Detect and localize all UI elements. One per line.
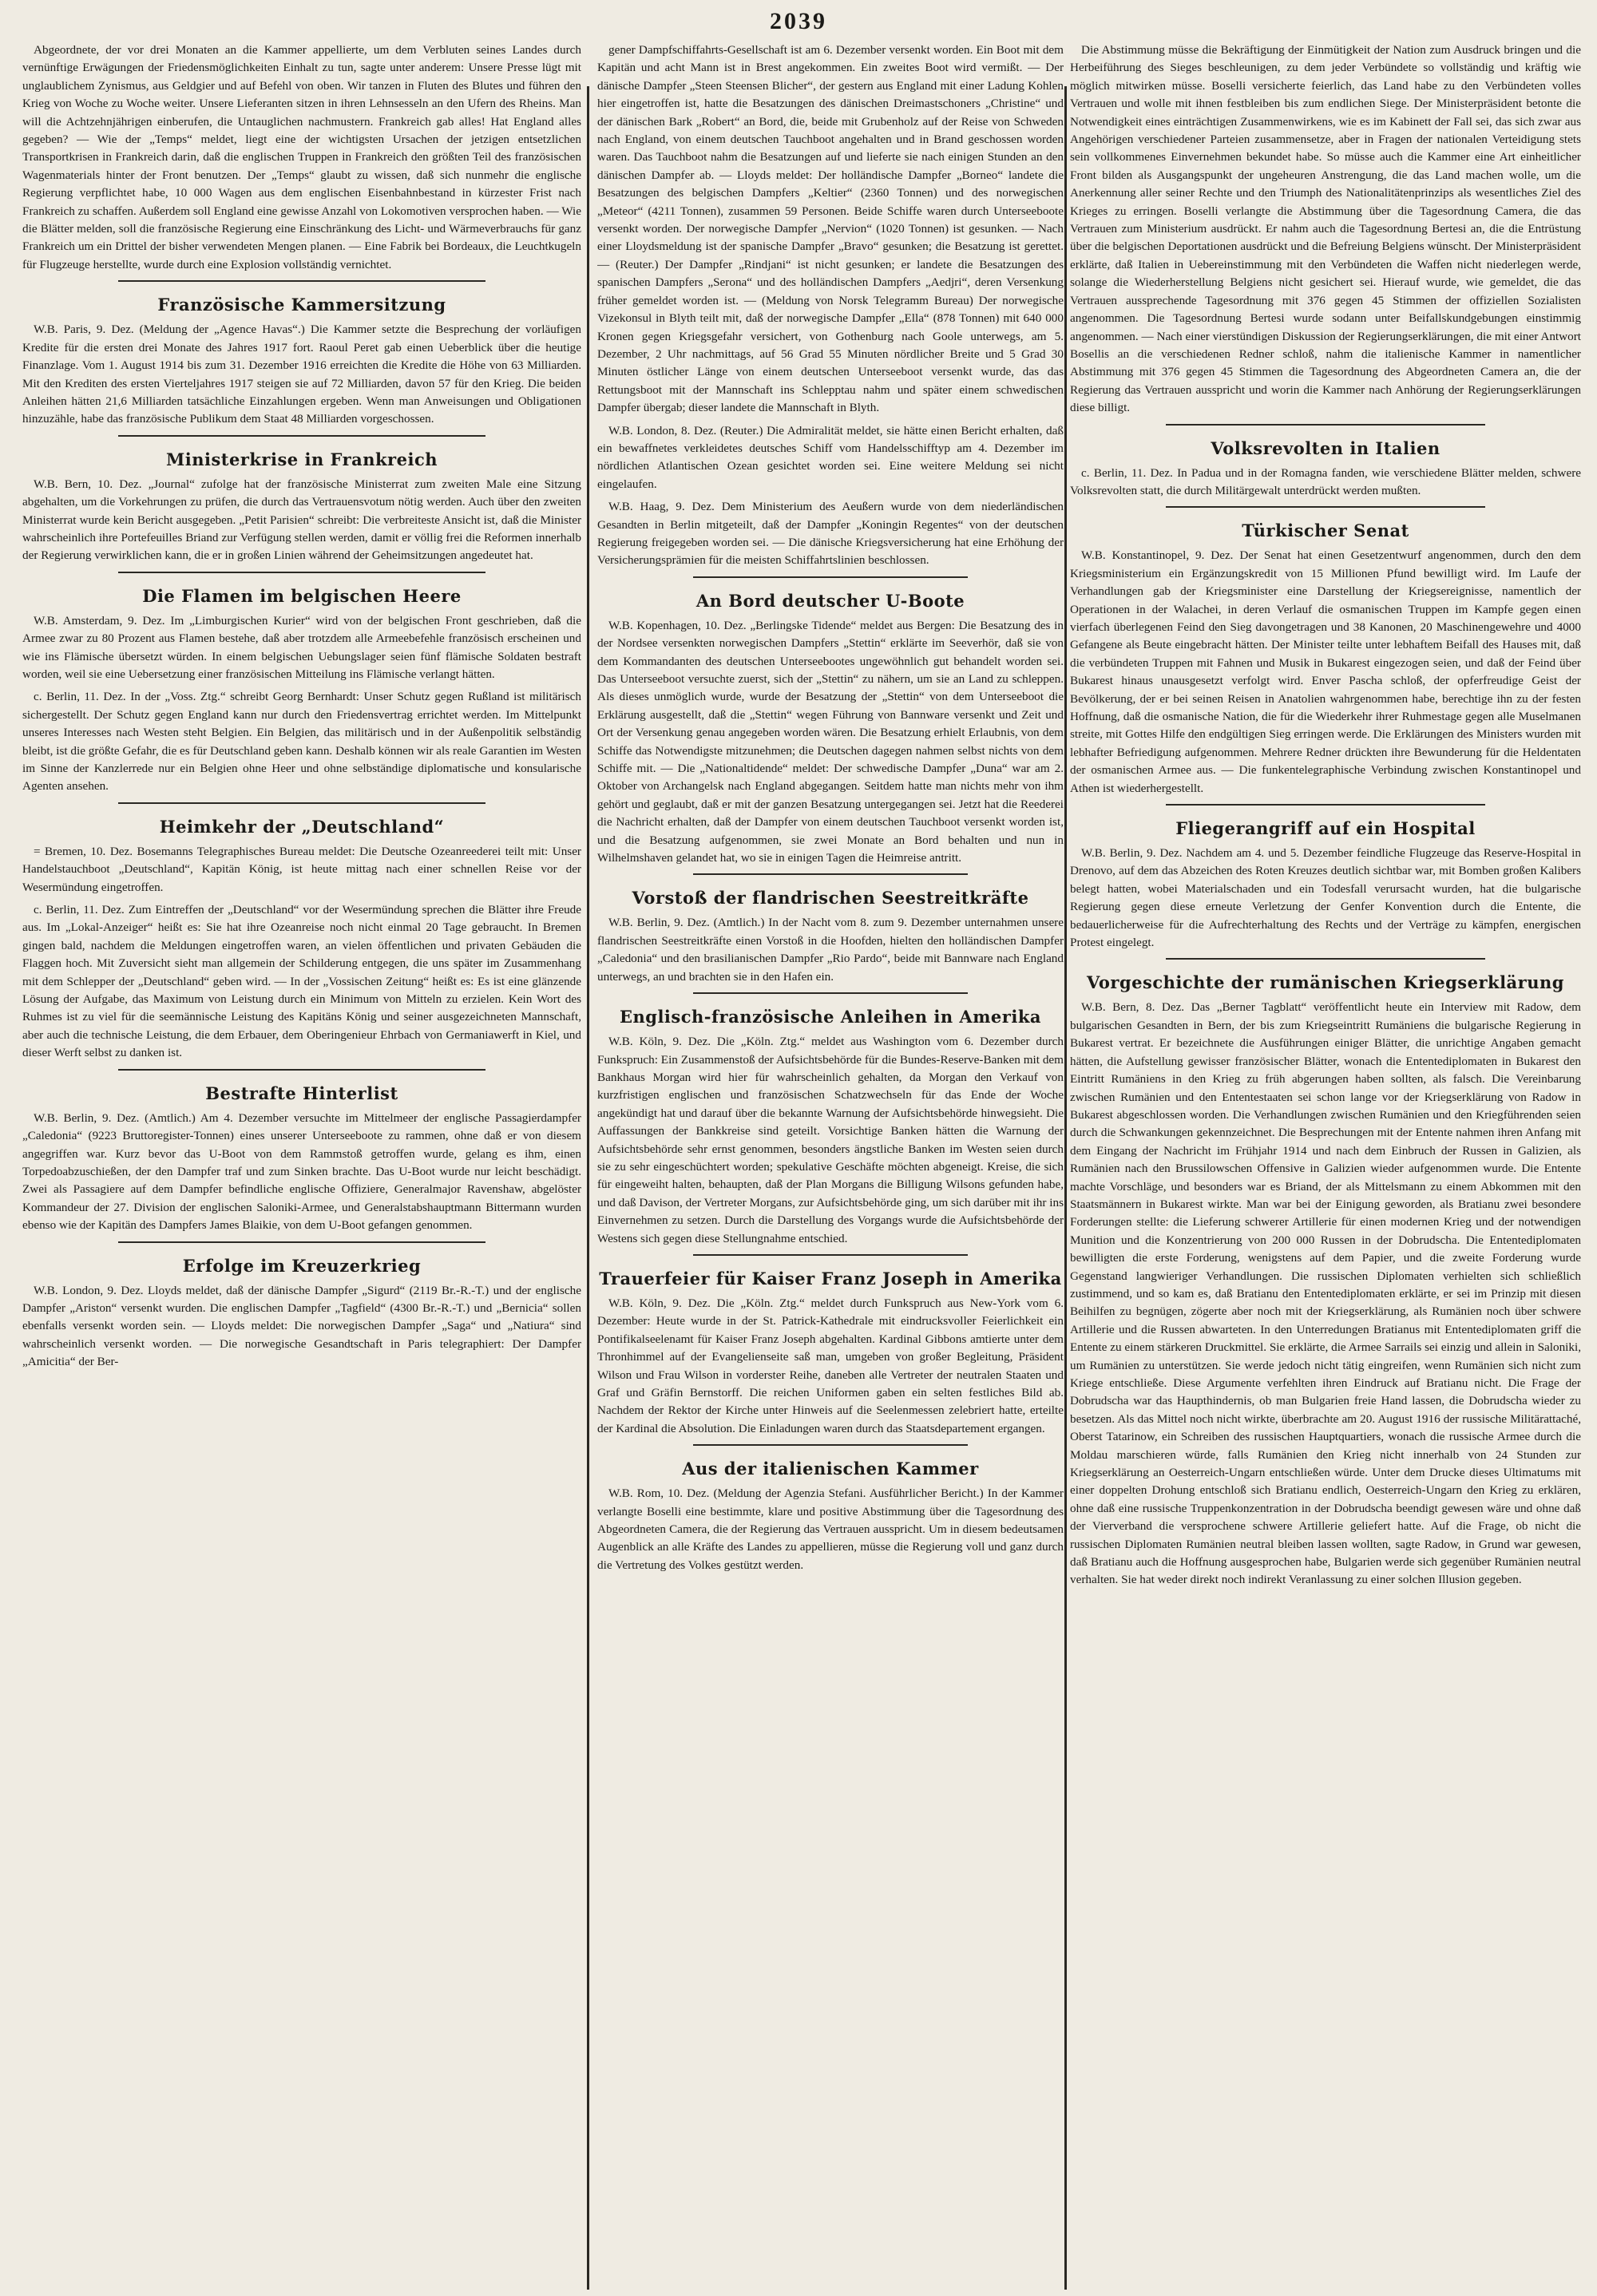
column-1 [22, 42, 581, 2285]
section-divider [118, 435, 485, 437]
article-paragraph: W.B. Amsterdam, 9. Dez. Im „Limburgischen Kurier“ wird von der belgischen Front geschrieben, daß die Armee zwar zu 80 Prozent aus Flamen bestehe, daß aber trotzdem alle Armeebefehle französisch erscheinen und wie ins Flämische übersetzt würden. In einem belgischen Uebungslager seien fünf flämische Soldaten bestraft worden, weil sie eine Uebersetzung einer französischen Mitteilung ins Flämische verlangt hätten. [22, 613, 581, 681]
article-heading: Heimkehr der „Deutschland“ [159, 816, 445, 837]
article-paragraph: W.B. Paris, 9. Dez. (Meldung der „Agence Havas“.) Die Kammer setzte die Besprechung der vorläufigen Kredite für die ersten drei Monate des Jahres 1917 fort. Raoul Peret gab einen Ueberblick über die heutige Finanzlage. Vom 1. August 1914 bis zum 31. Dezember 1916 erreichten die Kredite die Höhe von 63 Milliarden. Mit den Krediten des ersten Vierteljahres 1917 steigen sie auf 72 Milliarden, davon 57 für den Krieg. Die beiden Anleihen hätten 21,6 Milliarden tatsächliche Einzahlungen ergeben. Wenn man Anweisungen und Obligationen hinzuzähle, habe das französische Publikum dem Staat 48 Milliarden vorgeschossen. [22, 323, 581, 426]
section-divider [118, 280, 485, 282]
section-divider [118, 572, 485, 573]
article-paragraph: W.B. London, 9. Dez. Lloyds meldet, daß der dänische Dampfer „Sigurd“ (2119 Br.-R.-T.) und der englische Dampfer „Ariston“ versenkt wurden. Die englischen Dampfer „Tagfield“ (4300 Br.-R.-T.) und „Bernicia“ sollen ebenfalls versenkt worden sein. — Lloyds meldet: Die norwegischen Dampfer „Saga“ und „Natiura“ sind wahrscheinlich versenkt worden. — Die norwegische Gesandtschaft in Paris telegraphiert: Der Dampfer „Amicitia“ der Ber- [22, 1283, 581, 1369]
article-heading: Englisch-französische Anleihen in Amerika [620, 1007, 1041, 1027]
article-heading: Französische Kammersitzung [157, 295, 446, 315]
article-paragraph: W.B. Berlin, 9. Dez. Nachdem am 4. und 5. Dezember feindliche Flugzeuge das Reserve-Hospital in Drenovo, auf dem das Abzeichen des Roten Kreuzes deutlich sichtbar war, mit Bomben großen Kalibers belegt hatten, wobei Materialschaden und ein Todesfall verursacht wurden, hat die bulgarische Regierung gegen diese erneute Verletzung der Genfer Konvention durch die Entente, die bedauerlicherweise für die Aufrechterhaltung des Rechts und der Verträge zu kämpfen, energischen Protest eingelegt. [1070, 846, 1581, 950]
article-heading: Ministerkrise in Frankreich [165, 449, 438, 469]
section-divider [1166, 506, 1485, 508]
column-3 [1070, 42, 1581, 2285]
section-divider [693, 576, 968, 578]
article-paragraph: W.B. Haag, 9. Dez. Dem Ministerium des Aeußern wurde von dem niederländischen Gesandten in Berlin mitgeteilt, daß der Dampfer „Koningin Regentes“ von der deutschen Regierung freigegeben worden sei. — Die dänische Kriegsversicherung hat eine Erhöhung der Versicherungsprämien für die meisten Schiffahrtslinien beschlossen. [597, 500, 1064, 568]
article-paragraph: W.B. Berlin, 9. Dez. (Amtlich.) In der Nacht vom 8. zum 9. Dezember unternahmen unsere flandrischen Seestreitkräfte einen Vorstoß in die Hoofden, hielten den holländischen Dampfer „Caledonia“ und den brasilianischen Dampfer „Rio Pardo“, beide mit Bannware nach England unterwegs, an und brachten sie in den Hafen ein. [597, 916, 1064, 984]
article-paragraph: W.B. Rom, 10. Dez. (Meldung der Agenzia Stefani. Ausführlicher Bericht.) In der Kammer verlangte Boselli eine bestimmte, klare und positive Abstimmung über die Tagesordnung des Abgeordneten Camera, die der Regierung das Vertrauen ausspricht. Um in diesem bedeutsamen Augenblick an alle Kräfte des Landes zu appellieren, müsse die Regierung voll und ganz durch die Vertretung des Volkes gestützt werden. [597, 1486, 1064, 1572]
section-divider [1166, 424, 1485, 426]
section-divider [1166, 958, 1485, 960]
article-heading: Volksrevolten in Italien [1211, 437, 1440, 458]
article-heading: An Bord deutscher U-Boote [695, 590, 965, 611]
article-paragraph: Abgeordnete, der vor drei Monaten an die Kammer appellierte, um dem Verbluten seines Landes durch vernünftige Erwägungen der Friedensmöglichkeiten Einhalt zu tun, sagte unter anderem: Unsere Presse lügt mit unglaublichem Zynismus, aus Geldgier und auf Befehl von oben. Wir tanzen in Fluten des Blutes und führen den Krieg von Woche zu Woche weiter. Unsere Lieferanten sitzen in ihren Lehnsesseln an den Ufern des Rheins. Man will die Achtzehnjährigen einberufen, die Untauglichen nachmustern. Frankreich gab alles! Hat England alles gegeben? — Wie der „Temps“ meldet, liegt eine der wichtigsten Ursachen der jetzigen entsetzlichen Transportkrisen in Frankreich darin, daß die englischen Truppen in Frankreich den größten Teil des französischen Wagenmaterials hinter der Front benutzen. Der „Temps“ glaubt zu wissen, daß sich nunmehr die englische Regierung verpflichtet habe, 10 000 Wagen aus dem englischen Eisenbahnbestand in kürzester Frist nach Frankreich zu schaffen. Außerdem soll England eine gewisse Anzahl von Lokomotiven versprochen haben. — Wie die Blätter melden, soll die französische Regierung eine Einschränkung des Licht- und Wärmeverbrauchs für ganz Frankreich um ein Drittel der bisher verwendeten Mengen planen. — Eine Fabrik bei Bordeaux, die Leuchtkugeln für Flugzeuge herstellte, wurde durch eine Explosion vollständig vernichtet. [22, 43, 581, 271]
article-heading: Trauerfeier für Kaiser Franz Joseph in Amerika [599, 1268, 1062, 1289]
article-paragraph: W.B. Konstantinopel, 9. Dez. Der Senat hat einen Gesetzentwurf angenommen, durch den dem Kriegsministerium ein Ergänzungskredit von 15 Millionen Pfund bewilligt wird. Im Laufe der Verhandlungen gab der Kriegsminister eine Darstellung der Kriegsereignisse, namentlich der Operationen in der Walachei, in deren Verlauf die osmanischen Truppen im Kampfe gegen einen vierfach überlegenen Feind den Sieg davongetragen und 38 Kanonen, 20 Maschinengewehre und 4000 Gefangene als Beute eingebracht hätten. Der Minister teilte unter lebhaftem Beifall des Hauses mit, daß die verbündeten Truppen mit Fahnen und Musik in Bukarest eingezogen seien, und daß der Feind über Bukarest hinaus unausgesetzt verfolgt wird. Enver Pascha schloß, der opferfreudige Geist der Bevölkerung, der er bei seinen Reisen in Anatolien wahrgenommen habe, berechtige ihn zu der festen Hoffnung, daß die osmanische Nation, die für die Wiederkehr ihrer Ruhmestage gegen alle Muselmanen streite, mit Gottes Hilfe den endgültigen Sieg erringen werde. Die Erklärungen des Ministers wurden mit lebhafter Befriedigung aufgenommen. Mehrere Redner drückten ihre Bewunderung für die Heldentaten der osmanischen Armee aus. — Die funkentelegraphische Verbindung zwischen Konstantinopel und Athen ist wiederhergestellt. [1070, 548, 1581, 795]
section-divider [693, 873, 968, 875]
article-heading: Die Flamen im belgischen Heere [142, 585, 462, 606]
page-number: 2039 [770, 8, 827, 34]
article-heading: Türkischer Senat [1242, 521, 1409, 541]
article-paragraph: W.B. Bern, 8. Dez. Das „Berner Tagblatt“ veröffentlicht heute ein Interview mit Radow, dem bulgarischen Gesandten in Bern, der bis zum Kriegseintritt Rumäniens die bulgarische Regierung in Bukarest vertrat. Er bezeichnete die Ausführungen einiger Blätter, die unrichtige Angaben gemacht hätten, die Aufstellung gewisser französischer Blätter, wonach die Ententediplomaten in Bukarest den Eintritt Rumäniens in den Krieg zu früh abgerungen haben sollten, als falsch. Die Vereinbarung zwischen Rumänien und den Ententestaaten sei schon lange vor der Kriegserklärung von Radow in Bukarest abgeschlossen worden. Die Verhandlungen zwischen Rumänien und den Kriegführenden seien durch die Schwankungen gekennzeichnet. Die Besprechungen mit der Entente nahmen ihren Anfang mit dem Eingang der Nachricht im Frühjahr 1914 und nach dem Einbruch der Russen in Galizien, als Rumänien nach den Brussilowschen Offensive in Galizien wieder aufgenommen wurde. Die Entente machte Vorschläge, und besonders war es Briand, der als Mittelsmann zu einem Abkommen mit den Staatsmännern in Bukarest wirkte. Man war bei der Einigung geworden, als Bratianu zwei besondere Forderungen stellte: die Lieferung schwerer Artillerie für einen modernen Krieg und der notwendigen Munition und die Konzentrierung von 200 000 Russen in der Dobrudscha. Die Ententediplomaten bewilligten die erste Forderung, wenigstens auf dem Papier, und die zweite Forderung wurde Gegenstand langwieriger Verhandlungen. Die russischen Diplomaten verhielten sich schließlich zustimmend, und so kam es, daß Bratianu den Ententediplomaten erklärte, er sei im Prinzip mit diesen Beihilfen zu begnügen, zögerte aber noch mit der Kriegserklärung, als Rumänien noch über schwere Artillerie und die Russen abwarteten. In den Unterredungen Bratianus mit Ententediplomaten griff die Entente zu einem stärkeren Druckmittel. Sie erklärte, die Armee Sarrails sei einzig und allein in Saloniki, um Rumänien zu unterstützen. Sie werde jedoch nicht tätig eingreifen, wenn Rumänien sich nicht zum Kriege entschließe. Diese Argumente verfehlten ihren Eindruck auf Bratianu nicht. Die Frage der Dobrudscha war das Haupthindernis, ob man Bulgarien freie Hand lassen, die Dobrudscha wieder zu besetzen. Als das Mittel noch nicht wirkte, überbrachte am 20. August 1916 der russische Militärattaché, Oberst Tatarinow, ein Schreiben des russischen Hauptquartiers, wonach die russische Armee durch die Moldau marschieren würde, falls Rumänien den Krieg nicht innerhalb von 24 Stunden zur Kriegserklärung an Oesterreich-Ungarn entschließen würde. Unter dem Drucke dieses Ultimatums mit einer doppelten Drohung entschloß sich Bratianu endlich, Oesterreich-Ungarn den Krieg zu erklären, ohne daß eine russische Truppenkonzentration in der Dobrudscha beendigt gewesen wäre und ohne daß der Vierverband die versprochene schwere Artillerie geliefert hatte. Auf die Frage, ob nicht die russischen Diplomaten Rumänien neutral bleiben lassen wollten, sagte Radow, in Grund war gewesen, daß Bratianu auch die Hoffnung ausgesprochen habe, Bulgarien werde sich gegenüber Rumänien neutral verhalten. Sie hat weder direkt noch indirekt Veranlassung zu einer solchen Illusion gegeben. [1070, 1000, 1581, 1587]
article-heading: Fliegerangriff auf ein Hospital [1175, 818, 1476, 839]
section-divider [693, 992, 968, 994]
article-paragraph: gener Dampfschiffahrts-Gesellschaft ist am 6. Dezember versenkt worden. Ein Boot mit dem Kapitän und acht Mann ist in Brest angekommen. Ein zweites Boot wird vermißt. — Der dänische Dampfer „Steen Steensen Blicher“, der gestern aus England mit einer Ladung Kohlen hier eingetroffen ist, hatte die Besatzungen des dänischen Dreimastschoners „Christine“ und der dänischen Bark „Robert“ an Bord, die, beide mit Grubenholz auf der Reise von Schweden nach England, von einem deutschen Tauchboot angehalten und in Brand geschossen worden waren. Das Tauchboot nahm die Besatzungen auf und lieferte sie nach einigen Stunden an den dänischen Dampfer ab. — Lloyds meldet: Der holländische Dampfer „Borneo“ landete die Besatzungen des belgischen Dampfers „Keltier“ (2360 Tonnen) und des norwegischen „Meteor“ (4211 Tonnen), zusammen 59 Personen. Beide Schiffe waren durch Unterseeboote versenkt worden. Der norwegische Dampfer „Nervion“ (1020 Tonnen) ist gesunken. — Nach einer Lloydsmeldung ist der spanische Dampfer „Bravo“ gesunken; die Besatzung ist gerettet. — (Reuter.) Der Dampfer „Rindjani“ ist nicht gesunken; er landete die Besatzungen des spanischen Dampfers „Serona“ und des holländischen Dampfers „Aedjri“, deren Versenkung früher gemeldet worden ist. — (Meldung von Norsk Telegramm Bureau) Der norwegische Vizekonsul in Blyth teilt mit, daß der norwegische Dampfer „Ella“ (878 Tonnen) mit 640 000 Kronen gegen Kriegsgefahr versichert, von Gothenburg nach Goole unterwegs, am 5. Dezember, 2 Uhr nachmittags, auf 56 Grad 55 Minuten nördlicher Breite und 5 Grad 30 Minuten östlicher Länge von einem deutschen Unterseeboot versenkt wurde, das das Rettungsboot mit der Mannschaft ins Schlepptau nahm und später einem schwedischen Dampfer übergab; dieser landete die Mannschaft in Blyth. [597, 43, 1064, 415]
article-paragraph: W.B. Köln, 9. Dez. Die „Köln. Ztg.“ meldet durch Funkspruch aus New-York vom 6. Dezember: Heute wurde in der St. Patrick-Kathedrale mit eindrucksvoller Feierlichkeit ein Pontifikalseelenamt für Kaiser Franz Joseph abgehalten. Kardinal Gibbons amtierte unter dem Thronhimmel auf der Evangelienseite saß man, umgeben von großer Begleitung, Präsident Wilson und Frau Wilson in vorderster Reihe, daneben alle Vertreter der neutralen Staaten und Graf und Gräfin Bernstorff. Die reichen Uniformen gaben ein selten festliches Bild ab. Nachdem der Rektor der Kirche unter Hinweis auf die Seelenmessen zelebriert hatte, erteilte der Kardinal die Absolution. Die Einladungen waren durch das Staatsdepartement ergangen. [597, 1296, 1064, 1435]
article-heading: Erfolge im Kreuzerkrieg [182, 1255, 422, 1276]
column-rule [1064, 86, 1067, 2290]
article-paragraph: c. Berlin, 11. Dez. In der „Voss. Ztg.“ schreibt Georg Bernhardt: Unser Schutz gegen Rußland ist militärisch sichergestellt. Der Schutz gegen England kann nur durch den Friedensvertrag errichtet werden. Im Mittelpunkt unseres Interesses nach Westen steht Belgien. Ein Belgien, das militärisch und in der Außenpolitik selbständig bleibt, ist die größte Gefahr, die es für Deutschland geben kann. Deshalb können wir als reale Garantien im Westen im Sinne der Kanzlerrede nur ein Belgien ohne Heer und ohne selbständige diplomatische und konsularische Agenten ansehen. [22, 690, 581, 794]
article-paragraph: W.B. London, 8. Dez. (Reuter.) Die Admiralität meldet, sie hätte einen Bericht erhalten, daß ein bewaffnetes verkleidetes deutsches Schiff vom Handelsschifftyp am 4. Dezember im nördlichen Atlantischen Ozean gesichtet worden sei. Eine weitere Meldung sei nicht eingelaufen. [597, 423, 1064, 491]
column-2 [597, 42, 1064, 2285]
article-paragraph: c. Berlin, 11. Dez. Zum Eintreffen der „Deutschland“ vor der Wesermündung sprechen die Blätter ihre Freude aus. Im „Lokal-Anzeiger“ heißt es: Sie hat ihre Ozeanreise noch nicht einmal 20 Tage gebraucht. In Bremen gingen bald, nachdem die Meldungen eingetroffen waren, an vielen öffentlichen und privaten Gebäuden die Flaggen hoch. Mit Zuversicht sieht man allgemein der Schilderung entgegen, die uns später im Zusammenhang mit dem Schlepper der „Deutschland“ geben wird. — In der „Vossischen Zeitung“ heißt es: Es ist eine glänzende Lösung der Aufgabe, das Maximum von Leistung durch ein Minimum von Mitteln zu erzielen. Kein Wort des Ruhmes ist zu viel für die seemännische Leistung des Kapitäns König und seiner ausgezeichneten Mannschaft, aber auch die technische Leistung, die dem Erbauer, dem Oberingenieur Ehrbach von Germaniawerft in Kiel, und dieser Werft selbst zu danken ist. [22, 903, 581, 1060]
article-heading: Vorstoß der flandrischen Seestreitkräfte [632, 888, 1029, 909]
section-divider [1166, 804, 1485, 806]
article-heading: Aus der italienischen Kammer [682, 1459, 979, 1479]
article-paragraph: W.B. Kopenhagen, 10. Dez. „Berlingske Tidende“ meldet aus Bergen: Die Besatzung des in der Nordsee versenkten norwegischen Dampfers „Stettin“ erklärte im Seeverhör, daß sie von dem Kommandanten des deutschen Unterseebootes ungewöhnlich gut behandelt worden sei. Das Unterseeboot versuchte zuerst, sich der „Stettin“ zu nähern, um sie an Land zu schleppen. Als dieses unmöglich wurde, wurde der Besatzung der „Stettin“ von dem Unterseeboot die Erklärung ausgestellt, daß die „Stettin“ wegen Führung von Bannware versenkt und Zeit und Ort der Versenkung genau angegeben worden wären. Die Besatzung erhielt Erlaubnis, von dem Schiffe das Notwendigste mitzunehmen; die Deutschen dagegen nahmen selbst nichts von dem Schiffe mit. — Die „Nationaltidende“ meldet: Der schwedische Dampfer „Duna“ war am 2. Oktober von Archangelsk nach England abgegangen. Seitdem hatte man nichts mehr von ihm gehört und geglaubt, daß er mit der ganzen Besatzung untergegangen sei. Jetzt hat die Reederei die Nachricht erhalten, daß der Dampfer von einem deutschen Tauchboot versenkt worden ist, und die Besatzung aufgenommen, sie zwei Monate an Bord behalten und nun in Wilhelmshaven gelandet hat, wo sie in einigen Tagen die Heimreise antritt. [597, 618, 1064, 865]
section-divider [118, 802, 485, 804]
column-rule [587, 86, 589, 2290]
article-paragraph: Die Abstimmung müsse die Bekräftigung der Einmütigkeit der Nation zum Ausdruck bringen und die Herbeiführung des Sieges beschleunigen, zu dem jeder Verbündete so vollständig und kräftig wie möglich mitwirken müsse. Boselli versicherte feierlich, das Land habe zu den Verbündeten volles Vertrauen und wolle mit ihnen festbleiben bis zum endlichen Siege. Der Ministerpräsident betonte die Notwendigkeit eines einträchtigen Zusammenwirkens, wie es im Kabinett der Fall sei, das sich zwar aus Angehörigen verschiedener Parteien zusammensetze, aber in Fragen der nationalen Verteidigung stets sein vollkommenes Einvernehmen bekundet habe. So müsse auch die Kammer eine Art einheitlicher Front bilden als Ausgangspunkt der ungeheuren Anstrengung, die das Land machen wolle, um die Anerkennung aller seiner Rechte und den Triumph des Nationalitätenprinzips als wesentliches Ziel des Krieges zu erringen. Boselli verlangte die Abstimmung über die Tagesordnung Camera, die das Vertrauen zum Ministerium ausdrückt. Er nahm auch die Tagesordnung Bertesi an, die die Entrüstung über die belgischen Deportationen ausdrückt und die Befreiung Belgiens wünscht. Der Ministerpräsident erklärte, daß Italien in Uebereinstimmung mit den Verbündeten die Waffen nicht niederlegen werde, solange die Wiederherstellung Belgiens nicht gesichert sei. Hierauf wurde, wie gemeldet, die das Vertrauen aussprechende Tagesordnung mit 376 gegen 45 Stimmen der offiziellen Sozialisten angenommen. Die Tagesordnung Bertesi wurde sodann unter Beifallskundgebungen einstimmig angenommen. — Nach einer vierstündigen Diskussion der Regierungserklärungen, die mit einer Antwort Bosellis an die verschiedenen Redner schloß, nahm die italienische Kammer in namentlicher Abstimmung mit 376 gegen 45 Stimmen die Tagesordnung des Abgeordneten Camera an, die der Regierung das Vertrauen ausspricht und worin die Kammer nach Anhörung der Regierungserklärungen diese billigt. [1070, 43, 1581, 415]
section-divider [693, 1444, 968, 1446]
section-divider [118, 1069, 485, 1071]
article-heading: Vorgeschichte der rumänischen Kriegserklärung [1087, 972, 1564, 993]
section-divider [693, 1254, 968, 1256]
section-divider [118, 1241, 485, 1243]
article-paragraph: = Bremen, 10. Dez. Bosemanns Telegraphisches Bureau meldet: Die Deutsche Ozeanreederei teilt mit: Unser Handelstauchboot „Deutschland“, Kapitän König, ist heute mittag nach einer schnellen Reise vor der Wesermündung eingetroffen. [22, 844, 581, 894]
article-paragraph: W.B. Bern, 10. Dez. „Journal“ zufolge hat der französische Ministerrat zum zweiten Male eine Sitzung abgehalten, um die Vorkehrungen zu prüfen, die durch das Vertrauensvotum nötig werden. Auch über den zweiten Ministerrat wurde kein Bericht ausgegeben. „Petit Parisien“ schreibt: Die verbreiteste Ansicht ist, daß die Minister wahrscheinlich ihre Portefeuilles Briand zur Verfügung stellen werden, damit er völlig frei die Reformen innerhalb der Regierung verwirklichen kann, die er in großen Linien während der Geheimsitzungen angedeutet hat. [22, 477, 581, 563]
article-paragraph: W.B. Köln, 9. Dez. Die „Köln. Ztg.“ meldet aus Washington vom 6. Dezember durch Funkspruch: Ein Zusammenstoß der Aufsichtsbehörde für die Bundes-Reserve-Banken mit dem Bankhaus Morgan wird hier für wahrscheinlich gehalten, da Morgan den Verkauf von kurzfristigen englischen und französischen Schatzwechseln für das Ende der Woche angekündigt hat und darauf über die bekannte Warnung der Aufsichtsbehörde hinwegsieht. Die Auffassungen der Bankkreise sind geteilt. Vorsichtige Banken hätten die Warnung der Aufsichtsbehörde sehr ernst genommen, besonders ängstliche Banken im Westen seien durch sie zu sehr eingeschüchtert worden; spekulative Geschäfte möchten abgeneigt. Kreise, die sich für eingeweiht halten, behaupten, daß der Plan Morgans die Billigung Wilsons gefunden habe, und daß Davison, der Vertreter Morgans, zur Aufsichtsbehörde ging, um sich darüber mit ihr ins Einvernehmen zu setzen. Durch die Darstellung des Vorgangs wurde die Aufsichtsbehörde der Westens sich gegen diese Stellungnahme entschied. [597, 1035, 1064, 1245]
article-paragraph: W.B. Berlin, 9. Dez. (Amtlich.) Am 4. Dezember versuchte im Mittelmeer der englische Passagierdampfer „Caledonia“ (9223 Bruttoregister-Tonnen) eines unserer Unterseeboote zu rammen, ohne daß er von diesem angegriffen war. Kurz bevor das U-Boot von dem Rammstoß getroffen wurde, gelang es ihm, einen Torpedoabzuschießen, der den Dampfer traf und zum Sinken brachte. Das U-Boot wurde nur leicht beschädigt. Zwei als Passagiere auf dem Dampfer befindliche englische Offiziere, Generalmajor Ravenshaw, abgelöster Kommandeur der 27. Division der englischen Saloniki-Armee, und Generalstabshauptmann Bittermann wurden ebenso wie der Kapitän des Dampfers James Blaikie, von dem U-Boot gefangen genommen. [22, 1110, 581, 1233]
article-paragraph: c. Berlin, 11. Dez. In Padua und in der Romagna fanden, wie verschiedene Blätter melden, schwere Volksrevolten statt, die durch Militärgewalt unterdrückt werden mußten. [1070, 465, 1581, 497]
article-heading: Bestrafte Hinterlist [205, 1083, 398, 1103]
